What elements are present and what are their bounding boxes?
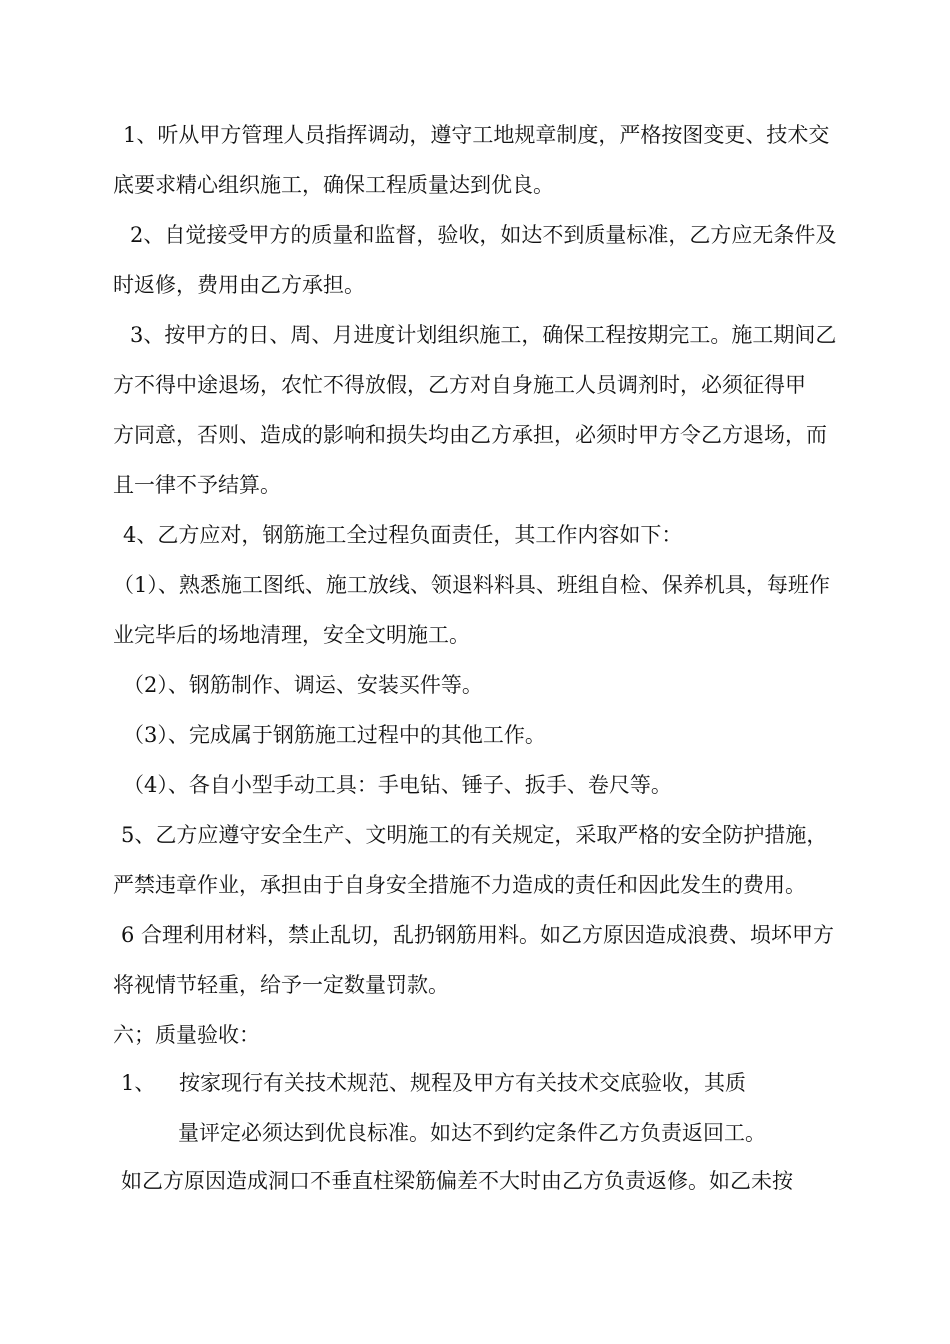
clause-5-line-2: 严禁违章作业，承担由于自身安全措施不力造成的责任和因此发生的费用。	[113, 873, 806, 897]
clause-2-line-2: 时返修，费用由乙方承担。	[113, 273, 365, 297]
quality-paragraph-line-1: 如乙方原因造成洞口不垂直柱梁筋偏差不大时由乙方负责返修。如乙未按	[121, 1169, 793, 1193]
quality-item-1-text: 按家现行有关技术规范、规程及甲方有关技术交底验收，其质	[179, 1071, 746, 1095]
quality-item-1-line-1	[121, 1066, 851, 1100]
clause-6-line-2: 将视情节轻重，给予一定数量罚款。	[113, 973, 449, 997]
clause-6-line-1: 6 合理利用材料，禁止乱切，乱扔钢筋用料。如乙方原因造成浪费、埙坏甲方	[121, 923, 835, 947]
clause-5-line-1: 5、乙方应遵守安全生产、文明施工的有关规定，采取严格的安全防护措施，	[121, 823, 828, 847]
clause-4-item-1-line-2: 业完毕后的场地清理，安全文明施工。	[113, 623, 470, 647]
clause-4-item-4: （4）、各自小型手动工具：手电钻、锤子、扳手、卷尺等。	[123, 773, 672, 797]
clause-3-line-3: 方同意，否则、造成的影响和损失均由乙方承担，必须时甲方令乙方退场，而	[113, 423, 827, 447]
section-6-heading: 六；质量验收：	[113, 1023, 260, 1047]
clause-3-line-1: 3、按甲方的日、周、月进度计划组织施工，确保工程按期完工。施工期间乙	[130, 323, 837, 347]
clause-3-line-2: 方不得中途退场，农忙不得放假，乙方对自身施工人员调剂时，必须征得甲	[113, 373, 806, 397]
clause-1-line-1: 1、听从甲方管理人员指挥调动，遵守工地规章制度，严格按图变更、技术交	[123, 123, 830, 147]
clause-4-item-3: （3）、完成属于钢筋施工过程中的其他工作。	[123, 723, 546, 747]
clause-1-line-2: 底要求精心组织施工，确保工程质量达到优良。	[113, 173, 554, 197]
quality-item-1-line-2: 量评定必须达到优良标准。如达不到约定条件乙方负责返回工。	[178, 1121, 766, 1145]
quality-item-1-number: 1、	[121, 1071, 156, 1095]
clause-2-line-1: 2、自觉接受甲方的质量和监督，验收，如达不到质量标准，乙方应无条件及	[130, 223, 837, 247]
clause-4-item-2: （2）、钢筋制作、调运、安装买件等。	[123, 673, 483, 697]
clause-4-item-1-line-1: （1）、熟悉施工图纸、施工放线、领退料料具、班组自检、保养机具，每班作	[113, 573, 830, 597]
clause-3-line-4: 且一律不予结算。	[113, 473, 281, 497]
clause-4-line-1: 4、乙方应对，钢筋施工全过程负面责任，其工作内容如下：	[123, 523, 683, 547]
